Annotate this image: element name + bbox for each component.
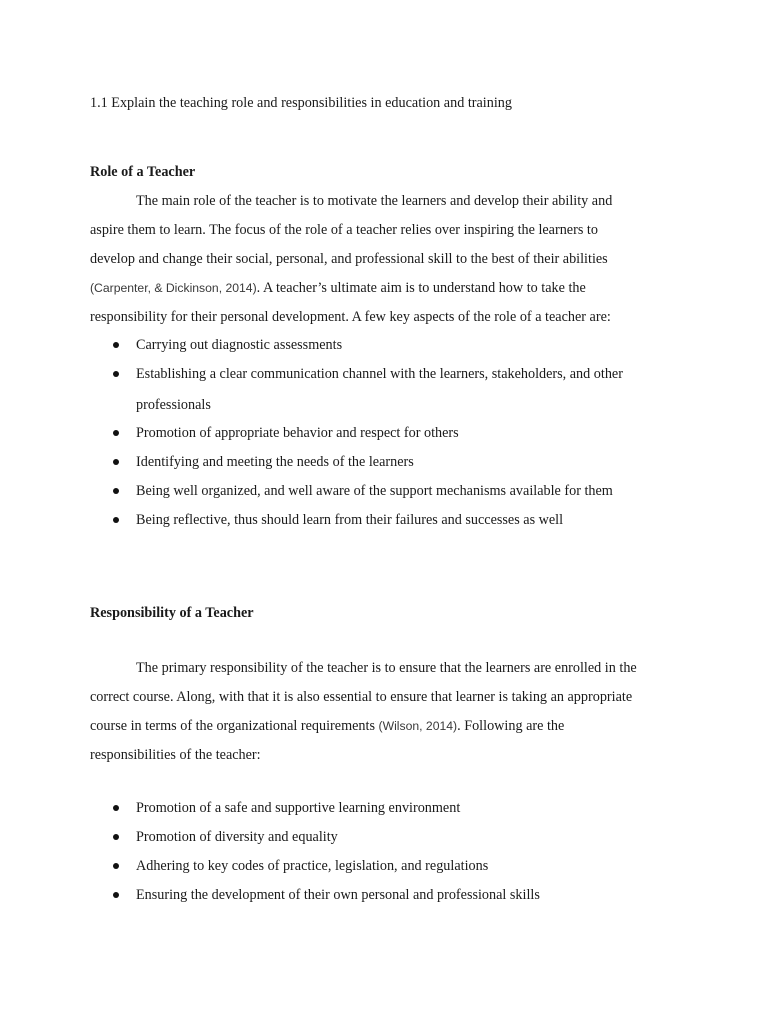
list-item-continuation: professionals — [136, 397, 211, 413]
responsibility-paragraph-line: The primary responsibility of the teacher is to ensure that the learners are enrolled in the — [136, 660, 637, 676]
role-paragraph-line: aspire them to learn. The focus of the role of a teacher relies over inspiring the learners to — [90, 222, 598, 238]
list-item: Establishing a clear communication channel with the learners, stakeholders, and other — [136, 366, 623, 382]
role-paragraph-line: develop and change their social, personal, and professional skill to the best of their abilities — [90, 251, 608, 267]
list-item: Promotion of a safe and supportive learning environment — [136, 800, 461, 816]
bullet-marker — [113, 488, 119, 494]
bullet-marker — [113, 834, 119, 840]
responsibility-paragraph-line — [90, 717, 564, 735]
list-item: Carrying out diagnostic assessments — [136, 337, 343, 353]
list-item: Adhering to key codes of practice, legislation, and regulations — [136, 858, 489, 874]
bullet-marker — [113, 459, 119, 465]
bullet-marker — [113, 863, 119, 869]
citation: (Wilson, 2014) — [378, 719, 458, 733]
list-item: Promotion of diversity and equality — [136, 829, 338, 845]
section-heading-role: Role of a Teacher — [90, 164, 196, 180]
responsibility-paragraph-line: responsibilities of the teacher: — [90, 747, 261, 763]
question-heading: 1.1 Explain the teaching role and responsibilities in education and training — [90, 95, 512, 111]
list-item: Being well organized, and well aware of the support mechanisms available for them — [136, 483, 613, 499]
list-item: Promotion of appropriate behavior and respect for others — [136, 425, 459, 441]
section-heading-responsibility: Responsibility of a Teacher — [90, 605, 254, 621]
role-paragraph-line — [90, 279, 586, 297]
bullet-marker — [113, 371, 119, 377]
bullet-marker — [113, 892, 119, 898]
list-item: Being reflective, thus should learn from their failures and successes as well — [136, 512, 564, 528]
responsibility-paragraph-text: course in terms of the organizational requirements — [90, 718, 379, 734]
list-item: Identifying and meeting the needs of the learners — [136, 454, 414, 470]
responsibility-paragraph-line: correct course. Along, with that it is also essential to ensure that learner is taking an appropriate — [90, 689, 633, 705]
role-paragraph-line: responsibility for their personal development. A few key aspects of the role of a teacher are: — [90, 309, 611, 325]
list-item: Ensuring the development of their own personal and professional skills — [136, 887, 540, 903]
responsibility-paragraph-text: . Following are the — [457, 718, 565, 734]
bullet-marker — [113, 517, 119, 523]
role-paragraph-line: The main role of the teacher is to motivate the learners and develop their ability and — [136, 193, 613, 209]
bullet-marker — [113, 342, 119, 348]
bullet-marker — [113, 430, 119, 436]
role-paragraph-text: . A teacher’s ultimate aim is to understand how to take the — [256, 280, 586, 296]
bullet-marker — [113, 805, 119, 811]
citation: (Carpenter, & Dickinson, 2014) — [90, 281, 257, 295]
